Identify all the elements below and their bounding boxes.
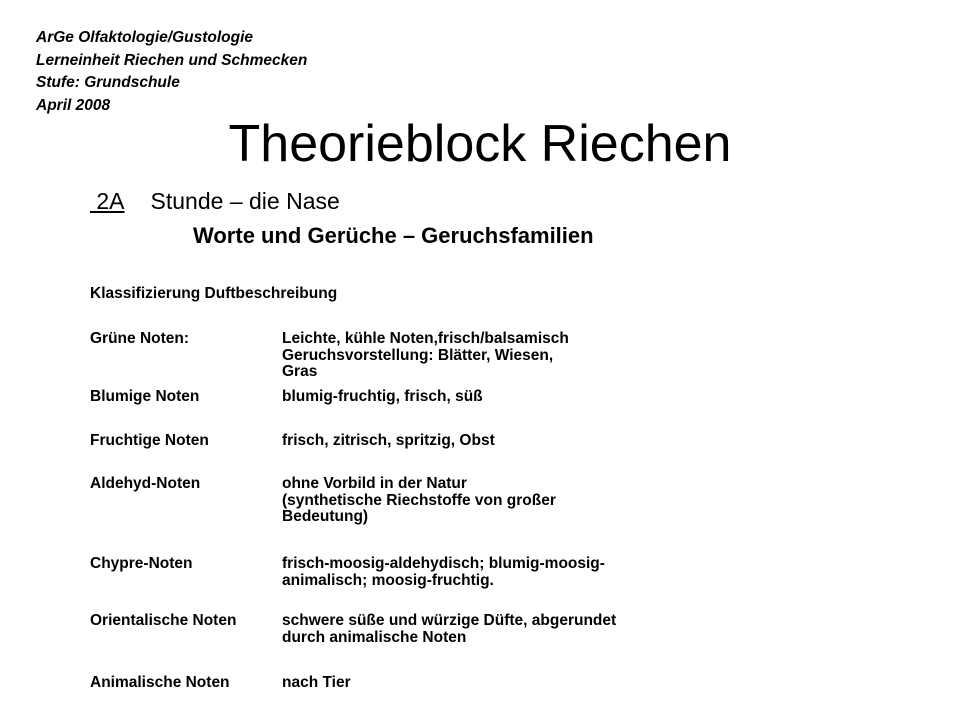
family-description: Leichte, kühle Noten,frisch/balsamisch Geruchsvorstellung: Blätter, Wiesen, Gras: [282, 330, 569, 380]
family-label: Blumige Noten: [90, 388, 200, 405]
family-description: schwere süße und würzige Düfte, abgerundet durch animalische Noten: [282, 612, 617, 646]
section-subtitle: Worte und Gerüche – Geruchsfamilien: [193, 223, 594, 248]
document-meta: [36, 27, 307, 117]
meta-organization: ArGe Olfaktologie/Gustologie: [36, 29, 254, 46]
page-title: Theorieblock Riechen: [228, 115, 732, 173]
lesson-number: 2A: [96, 188, 125, 214]
family-description: ohne Vorbild in der Natur (synthetische Riechstoffe von großer Bedeutung): [282, 475, 556, 525]
family-description: frisch-moosig-aldehydisch; blumig-moosig- animalisch; moosig-fruchtig.: [282, 555, 605, 589]
family-description: frisch, zitrisch, spritzig, Obst: [282, 432, 495, 449]
family-label: Grüne Noten:: [90, 330, 190, 347]
family-label: Orientalische Noten: [90, 612, 237, 629]
family-description: blumig-fruchtig, frisch, süß: [282, 388, 483, 405]
family-description: nach Tier: [282, 674, 351, 691]
meta-level: Stufe: Grundschule: [36, 74, 180, 91]
lesson-line: [90, 186, 340, 216]
meta-date: April 2008: [36, 96, 111, 114]
family-label: Chypre-Noten: [90, 555, 193, 572]
classification-heading: Klassifizierung Duftbeschreibung: [90, 285, 338, 302]
family-label: Aldehyd-Noten: [90, 475, 201, 492]
lesson-topic: Stunde – die Nase: [150, 188, 340, 214]
family-label: Fruchtige Noten: [90, 432, 209, 449]
meta-unit: Lerneinheit Riechen und Schmecken: [36, 51, 308, 69]
family-label: Animalische Noten: [90, 674, 230, 691]
